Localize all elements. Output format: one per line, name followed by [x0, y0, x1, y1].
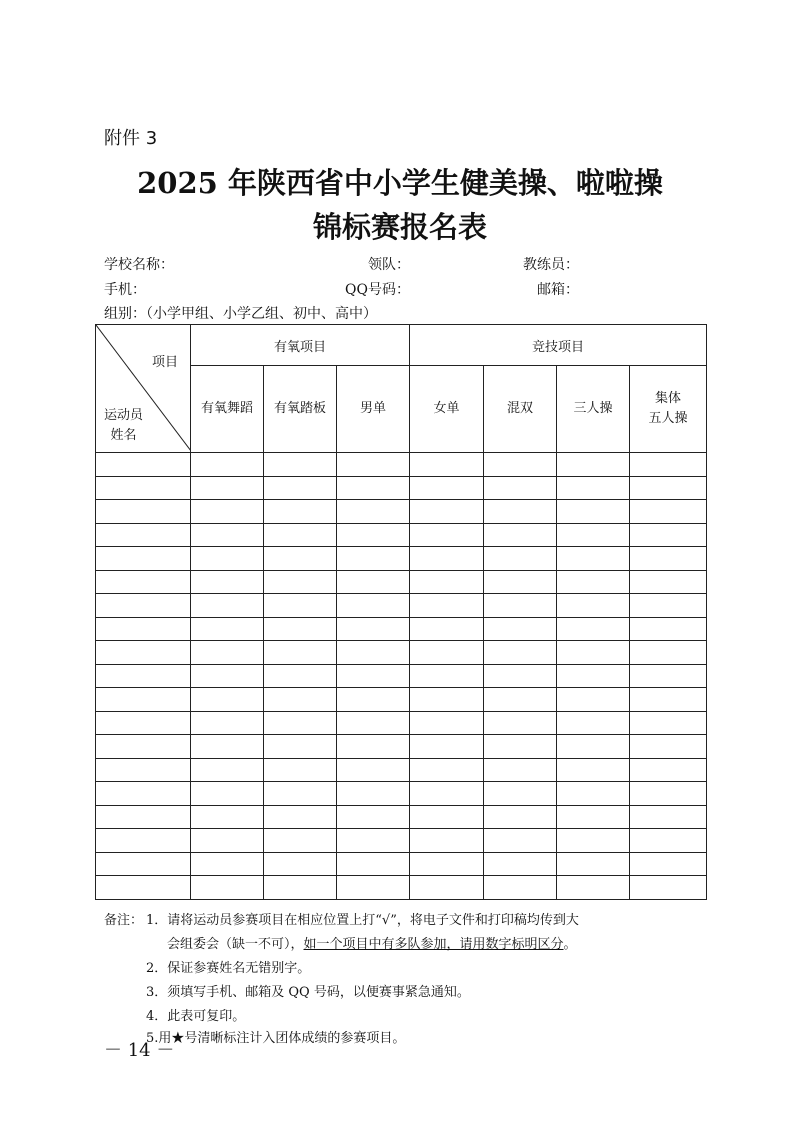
entry-cell[interactable] [337, 829, 410, 853]
entry-cell[interactable] [191, 570, 264, 594]
entry-cell[interactable] [557, 453, 630, 477]
table-row [96, 688, 707, 712]
column-header-trio: 三人操 [557, 366, 630, 453]
entry-cell[interactable] [557, 641, 630, 665]
note-1-period: 。 [563, 937, 577, 952]
entry-cell[interactable] [484, 782, 557, 806]
entry-cell[interactable] [484, 758, 557, 782]
note-1-line2 [167, 933, 577, 952]
registration-table [95, 324, 707, 900]
entry-cell[interactable] [557, 664, 630, 688]
table-row [96, 782, 707, 806]
form-title-line2: 锦标赛报名表 [312, 210, 487, 244]
athlete-name-cell[interactable] [96, 852, 191, 876]
entry-cell[interactable] [557, 617, 630, 641]
athlete-name-cell[interactable] [96, 641, 191, 665]
column-header-aerobic-dance: 有氧舞蹈 [191, 366, 264, 453]
athlete-name-cell[interactable] [96, 476, 191, 500]
entry-cell[interactable] [557, 782, 630, 806]
entry-cell[interactable] [264, 711, 337, 735]
entry-cell[interactable] [630, 805, 707, 829]
entry-cell[interactable] [557, 523, 630, 547]
entry-cell[interactable] [484, 570, 557, 594]
entry-cell[interactable] [410, 453, 484, 477]
entry-cell[interactable] [630, 876, 707, 900]
entry-cell[interactable] [410, 476, 484, 500]
entry-cell[interactable] [191, 664, 264, 688]
entry-cell[interactable] [557, 829, 630, 853]
entry-cell[interactable] [484, 547, 557, 571]
entry-cell[interactable] [410, 852, 484, 876]
entry-cell[interactable] [337, 523, 410, 547]
entry-cell[interactable] [484, 876, 557, 900]
attachment-label: 附件 3 [104, 128, 158, 149]
table-row [96, 476, 707, 500]
entry-cell[interactable] [191, 453, 264, 477]
table-row [96, 570, 707, 594]
note-1-text: 会组委会（缺一不可）， [167, 937, 304, 952]
entry-cell[interactable] [410, 547, 484, 571]
table-row [96, 453, 707, 477]
entry-cell[interactable] [264, 782, 337, 806]
column-header-group-five-line1: 集体 [655, 391, 682, 406]
entry-cell[interactable] [264, 876, 337, 900]
entry-cell[interactable] [557, 570, 630, 594]
athlete-name-cell[interactable] [96, 758, 191, 782]
entry-cell[interactable] [630, 782, 707, 806]
entry-cell[interactable] [484, 664, 557, 688]
entry-cell[interactable] [191, 876, 264, 900]
phone-label: 手机： [104, 282, 146, 298]
athlete-name-cell[interactable] [96, 453, 191, 477]
athlete-name-cell[interactable] [96, 547, 191, 571]
entry-cell[interactable] [410, 782, 484, 806]
email-label: 邮箱： [537, 282, 579, 298]
table-body [96, 453, 707, 900]
entry-cell[interactable] [630, 852, 707, 876]
entry-cell[interactable] [264, 570, 337, 594]
entry-cell[interactable] [630, 570, 707, 594]
entry-cell[interactable] [337, 641, 410, 665]
entry-cell[interactable] [557, 476, 630, 500]
entry-cell[interactable] [191, 711, 264, 735]
page-number: － 14 － [104, 1040, 175, 1061]
entry-cell[interactable] [410, 570, 484, 594]
table-row [96, 758, 707, 782]
entry-cell[interactable] [191, 782, 264, 806]
athlete-name-cell[interactable] [96, 664, 191, 688]
entry-cell[interactable] [191, 805, 264, 829]
entry-cell[interactable] [191, 523, 264, 547]
entry-cell[interactable] [264, 688, 337, 712]
entry-cell[interactable] [557, 735, 630, 759]
entry-cell[interactable] [264, 594, 337, 618]
entry-cell[interactable] [264, 547, 337, 571]
entry-cell[interactable] [264, 453, 337, 477]
entry-cell[interactable] [484, 805, 557, 829]
entry-cell[interactable] [557, 876, 630, 900]
athlete-name-cell[interactable] [96, 782, 191, 806]
table-row [96, 500, 707, 524]
entry-cell[interactable] [191, 500, 264, 524]
entry-cell[interactable] [630, 476, 707, 500]
athlete-name-cell[interactable] [96, 617, 191, 641]
entry-cell[interactable] [557, 500, 630, 524]
athlete-name-cell[interactable] [96, 805, 191, 829]
column-header-women-single: 女单 [410, 366, 484, 453]
entry-cell[interactable] [264, 617, 337, 641]
entry-cell[interactable] [484, 500, 557, 524]
entry-cell[interactable] [410, 617, 484, 641]
entry-cell[interactable] [630, 641, 707, 665]
entry-cell[interactable] [630, 547, 707, 571]
note-4: 4．此表可复印。 [146, 1009, 246, 1024]
entry-cell[interactable] [191, 617, 264, 641]
entry-cell[interactable] [410, 523, 484, 547]
table-row [96, 664, 707, 688]
corner-header-cell [96, 325, 191, 453]
entry-cell[interactable] [191, 547, 264, 571]
entry-cell[interactable] [557, 547, 630, 571]
entry-cell[interactable] [337, 735, 410, 759]
entry-cell[interactable] [191, 852, 264, 876]
entry-cell[interactable] [264, 523, 337, 547]
corner-label-item: 项目 [151, 355, 178, 370]
entry-cell[interactable] [191, 688, 264, 712]
entry-cell[interactable] [191, 735, 264, 759]
entry-cell[interactable] [191, 476, 264, 500]
competitive-group-header: 竞技项目 [410, 325, 707, 366]
entry-cell[interactable] [557, 594, 630, 618]
entry-cell[interactable] [484, 688, 557, 712]
notes-label: 备注： [104, 913, 144, 928]
entry-cell[interactable] [484, 617, 557, 641]
table-row [96, 617, 707, 641]
entry-cell[interactable] [484, 852, 557, 876]
entry-cell[interactable] [337, 570, 410, 594]
entry-cell[interactable] [484, 829, 557, 853]
entry-cell[interactable] [191, 829, 264, 853]
entry-cell[interactable] [630, 735, 707, 759]
column-header-group-five [630, 366, 707, 453]
entry-cell[interactable] [337, 664, 410, 688]
entry-cell[interactable] [557, 758, 630, 782]
entry-cell[interactable] [410, 641, 484, 665]
table-row [96, 547, 707, 571]
entry-cell[interactable] [630, 688, 707, 712]
entry-cell[interactable] [264, 829, 337, 853]
athlete-name-cell[interactable] [96, 735, 191, 759]
entry-cell[interactable] [264, 852, 337, 876]
entry-cell[interactable] [630, 453, 707, 477]
coach-label: 教练员： [523, 257, 579, 273]
entry-cell[interactable] [630, 617, 707, 641]
table-row [96, 735, 707, 759]
entry-cell[interactable] [630, 500, 707, 524]
entry-cell[interactable] [264, 758, 337, 782]
entry-cell[interactable] [484, 523, 557, 547]
athlete-name-cell[interactable] [96, 500, 191, 524]
entry-cell[interactable] [337, 476, 410, 500]
note-3: 3．须填写手机、邮箱及 QQ 号码，以便赛事紧急通知。 [146, 985, 470, 1000]
group-label: 组别：（小学甲组、小学乙组、初中、高中） [104, 306, 377, 322]
entry-cell[interactable] [630, 523, 707, 547]
entry-cell[interactable] [337, 594, 410, 618]
table-row [96, 523, 707, 547]
entry-cell[interactable] [410, 500, 484, 524]
note-1-underlined-text: 如一个项目中有多队参加，请用数字标明区分 [303, 937, 564, 952]
table-row [96, 711, 707, 735]
entry-cell[interactable] [557, 711, 630, 735]
note-1-line1: 1．请将运动员参赛项目在相应位置上打“√”，将电子文件和打印稿均传到大 [146, 913, 579, 928]
entry-cell[interactable] [410, 711, 484, 735]
entry-cell[interactable] [410, 758, 484, 782]
team-leader-label: 领队： [368, 257, 410, 273]
athlete-name-cell[interactable] [96, 570, 191, 594]
corner-label-athlete [104, 406, 143, 446]
entry-cell[interactable] [410, 688, 484, 712]
entry-cell[interactable] [557, 852, 630, 876]
entry-cell[interactable] [484, 735, 557, 759]
entry-cell[interactable] [337, 782, 410, 806]
athlete-name-cell[interactable] [96, 594, 191, 618]
entry-cell[interactable] [337, 758, 410, 782]
entry-cell[interactable] [337, 688, 410, 712]
entry-cell[interactable] [264, 500, 337, 524]
entry-cell[interactable] [630, 758, 707, 782]
entry-cell[interactable] [557, 805, 630, 829]
qq-number-label: QQ号码： [345, 282, 410, 298]
entry-cell[interactable] [410, 664, 484, 688]
entry-cell[interactable] [264, 664, 337, 688]
entry-cell[interactable] [484, 453, 557, 477]
corner-label-athlete-line1: 运动员 [104, 408, 144, 423]
column-header-mixed-pair: 混双 [484, 366, 557, 453]
entry-cell[interactable] [410, 735, 484, 759]
entry-cell[interactable] [484, 711, 557, 735]
form-title-line1: 2025 年陕西省中小学生健美操、啦啦操 [137, 166, 663, 200]
entry-cell[interactable] [410, 594, 484, 618]
entry-cell[interactable] [337, 547, 410, 571]
entry-cell[interactable] [484, 476, 557, 500]
entry-cell[interactable] [337, 453, 410, 477]
athlete-name-cell[interactable] [96, 688, 191, 712]
entry-cell[interactable] [484, 641, 557, 665]
entry-cell[interactable] [410, 805, 484, 829]
athlete-name-cell[interactable] [96, 711, 191, 735]
entry-cell[interactable] [410, 876, 484, 900]
entry-cell[interactable] [337, 876, 410, 900]
entry-cell[interactable] [337, 617, 410, 641]
table-row [96, 641, 707, 665]
table-row [96, 829, 707, 853]
entry-cell[interactable] [191, 641, 264, 665]
entry-cell[interactable] [264, 641, 337, 665]
note-2: 2．保证参赛姓名无错别字。 [146, 961, 311, 976]
entry-cell[interactable] [191, 594, 264, 618]
note-5: 5.用★号清晰标注计入团体成绩的参赛项目。 [146, 1031, 406, 1046]
entry-cell[interactable] [264, 476, 337, 500]
entry-cell[interactable] [630, 594, 707, 618]
corner-label-athlete-line2: 姓名 [110, 428, 137, 443]
athlete-name-cell[interactable] [96, 876, 191, 900]
entry-cell[interactable] [337, 500, 410, 524]
entry-cell[interactable] [630, 711, 707, 735]
table-row [96, 876, 707, 900]
table-row [96, 594, 707, 618]
column-header-aerobic-step: 有氧踏板 [264, 366, 337, 453]
entry-cell[interactable] [337, 805, 410, 829]
entry-cell[interactable] [264, 735, 337, 759]
athlete-name-cell[interactable] [96, 829, 191, 853]
column-header-group-five-line2: 五人操 [648, 411, 688, 426]
table-row [96, 805, 707, 829]
column-header-men-single: 男单 [337, 366, 410, 453]
entry-cell[interactable] [410, 829, 484, 853]
entry-cell[interactable] [557, 688, 630, 712]
school-name-label: 学校名称： [104, 257, 174, 273]
entry-cell[interactable] [264, 805, 337, 829]
entry-cell[interactable] [337, 711, 410, 735]
entry-cell[interactable] [337, 852, 410, 876]
entry-cell[interactable] [630, 829, 707, 853]
entry-cell[interactable] [191, 758, 264, 782]
entry-cell[interactable] [630, 664, 707, 688]
entry-cell[interactable] [484, 594, 557, 618]
athlete-name-cell[interactable] [96, 523, 191, 547]
table-row [96, 852, 707, 876]
aerobic-group-header: 有氧项目 [191, 325, 410, 366]
